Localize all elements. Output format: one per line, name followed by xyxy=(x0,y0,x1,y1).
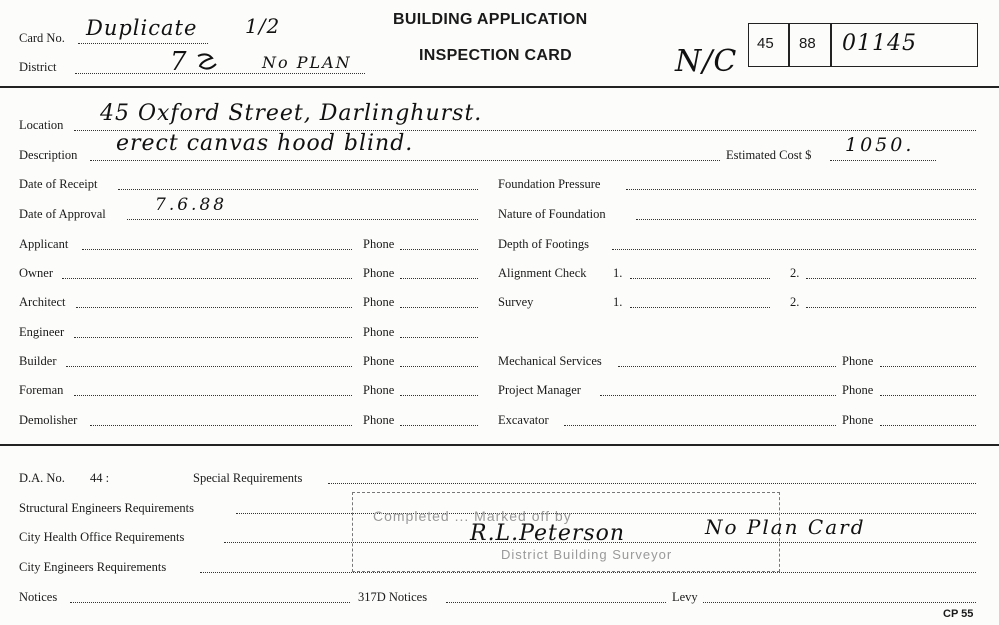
excavator-phone-label: Phone xyxy=(842,413,874,427)
middle-rule xyxy=(0,444,999,446)
card-no-line xyxy=(78,43,208,44)
owner-line xyxy=(62,278,352,279)
foreman-phone-line xyxy=(400,395,478,396)
date-of-approval-line xyxy=(127,219,478,220)
nc-mark: N/C xyxy=(675,44,738,79)
depth-of-footings-label: Depth of Footings xyxy=(498,237,589,251)
structural-engineers-label: Structural Engineers Requirements xyxy=(19,501,194,515)
project-manager-line xyxy=(600,395,836,396)
alignment-check-line2 xyxy=(806,278,976,279)
stamp-line2: District Building Surveyor xyxy=(501,547,673,562)
form-title-line2: INSPECTION CARD xyxy=(419,47,572,64)
survey-num2: 2. xyxy=(790,295,800,309)
estimated-cost-value: 1050. xyxy=(845,134,915,156)
architect-phone-line xyxy=(400,307,478,308)
levy-label: Levy xyxy=(672,590,698,604)
ref-box-3: 01145 xyxy=(842,31,917,56)
survey-num1: 1. xyxy=(613,295,623,309)
owner-phone-label: Phone xyxy=(363,266,395,280)
architect-label: Architect xyxy=(19,295,66,309)
demolisher-line xyxy=(90,425,352,426)
location-label: Location xyxy=(19,118,64,132)
builder-phone-line xyxy=(400,366,478,367)
ref-divider-2 xyxy=(830,23,832,66)
owner-label: Owner xyxy=(19,266,54,280)
card-fraction: 1/2 xyxy=(245,14,281,38)
engineer-phone-line xyxy=(400,337,478,338)
applicant-line xyxy=(82,249,352,250)
city-engineers-label: City Engineers Requirements xyxy=(19,560,167,574)
date-of-receipt-line xyxy=(118,189,478,190)
card-no-value: Duplicate xyxy=(86,16,198,40)
project-manager-label: Project Manager xyxy=(498,383,581,397)
project-manager-phone-label: Phone xyxy=(842,383,874,397)
mechanical-services-label: Mechanical Services xyxy=(498,354,602,368)
header-rule xyxy=(0,86,999,88)
alignment-check-num1: 1. xyxy=(613,266,623,280)
card-no-label: Card No. xyxy=(19,31,65,45)
depth-of-footings-line xyxy=(612,249,976,250)
ref-box-1: 45 xyxy=(757,35,774,52)
district-line xyxy=(75,73,365,74)
city-engineers-line xyxy=(200,572,976,573)
estimated-cost-line xyxy=(830,160,936,161)
ref-divider-1 xyxy=(788,23,790,66)
engineer-line xyxy=(74,337,352,338)
applicant-phone-label: Phone xyxy=(363,237,395,251)
mechanical-services-line xyxy=(618,366,836,367)
excavator-line xyxy=(564,425,836,426)
location-value: 45 Oxford Street, Darlinghurst. xyxy=(100,101,483,126)
demolisher-phone-label: Phone xyxy=(363,413,395,427)
form-code: CP 55 xyxy=(943,608,974,620)
applicant-phone-line xyxy=(400,249,478,250)
district-label: District xyxy=(19,60,57,74)
signature: R.L.Peterson xyxy=(470,521,626,546)
form-title-line1: BUILDING APPLICATION xyxy=(393,11,588,28)
notices-label: Notices xyxy=(19,590,58,604)
notices-317d-line xyxy=(446,602,666,603)
project-manager-phone-line xyxy=(880,395,976,396)
demolisher-phone-line xyxy=(400,425,478,426)
description-line xyxy=(90,160,720,161)
foundation-pressure-label: Foundation Pressure xyxy=(498,177,601,191)
notices-317d-label: 317D Notices xyxy=(358,590,428,604)
date-of-approval-label: Date of Approval xyxy=(19,207,106,221)
builder-line xyxy=(66,366,352,367)
notices-line xyxy=(70,602,350,603)
description-value: erect canvas hood blind. xyxy=(116,131,414,156)
foreman-line xyxy=(74,395,352,396)
foreman-label: Foreman xyxy=(19,383,64,397)
city-health-label: City Health Office Requirements xyxy=(19,530,185,544)
mechanical-services-phone-label: Phone xyxy=(842,354,874,368)
architect-phone-label: Phone xyxy=(363,295,395,309)
date-of-receipt-label: Date of Receipt xyxy=(19,177,98,191)
nature-of-foundation-label: Nature of Foundation xyxy=(498,207,606,221)
special-requirements-label: Special Requirements xyxy=(193,471,303,485)
excavator-label: Excavator xyxy=(498,413,549,427)
stamp-line1: Completed ... Marked off by xyxy=(373,508,572,524)
alignment-check-line1 xyxy=(630,278,770,279)
foundation-pressure-line xyxy=(626,189,976,190)
engineer-phone-label: Phone xyxy=(363,325,395,339)
demolisher-label: Demolisher xyxy=(19,413,78,427)
builder-label: Builder xyxy=(19,354,57,368)
survey-line1 xyxy=(630,307,770,308)
builder-phone-label: Phone xyxy=(363,354,395,368)
estimated-cost-label: Estimated Cost $ xyxy=(726,148,812,162)
date-of-approval-value: 7.6.88 xyxy=(155,195,228,215)
district-note: No PLAN xyxy=(262,53,352,72)
district-value: 7 xyxy=(170,47,188,77)
da-no-label: D.A. No. xyxy=(19,471,65,485)
ref-box-2: 88 xyxy=(799,35,816,52)
alignment-check-label: Alignment Check xyxy=(498,266,587,280)
survey-line2 xyxy=(806,307,976,308)
scribble-mark xyxy=(196,52,218,72)
nature-of-foundation-line xyxy=(636,219,976,220)
alignment-check-num2: 2. xyxy=(790,266,800,280)
da-no-value: 44 : xyxy=(90,471,110,485)
no-plan-card-note: No Plan Card xyxy=(705,515,866,539)
foreman-phone-label: Phone xyxy=(363,383,395,397)
excavator-phone-line xyxy=(880,425,976,426)
levy-line xyxy=(703,602,976,603)
survey-label: Survey xyxy=(498,295,534,309)
owner-phone-line xyxy=(400,278,478,279)
applicant-label: Applicant xyxy=(19,237,69,251)
description-label: Description xyxy=(19,148,78,162)
mechanical-services-phone-line xyxy=(880,366,976,367)
special-requirements-line xyxy=(328,483,976,484)
architect-line xyxy=(76,307,352,308)
engineer-label: Engineer xyxy=(19,325,65,339)
